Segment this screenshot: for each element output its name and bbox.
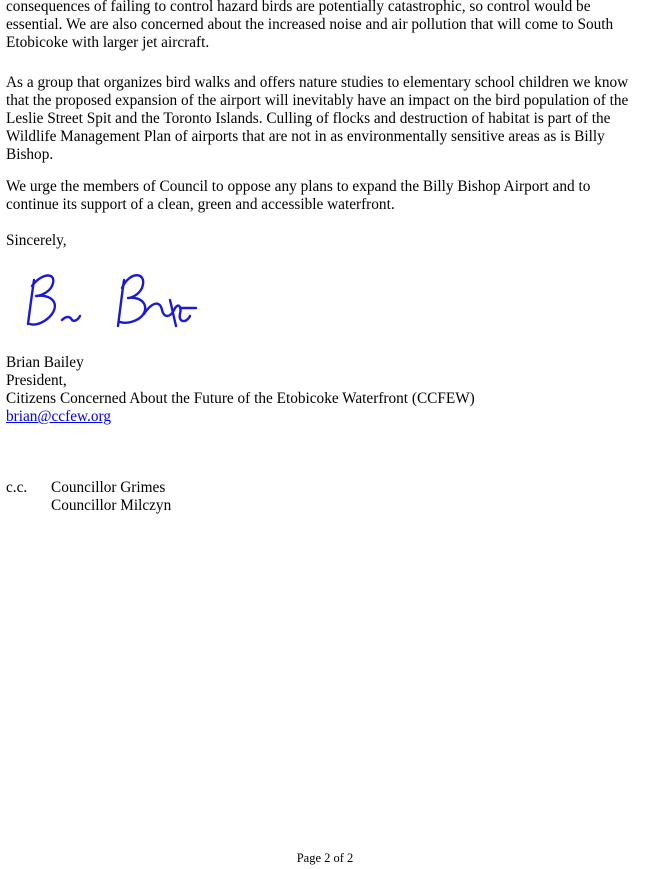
paragraph-line: essential. We are also concerned about the increased noise and air pollution that will come to South — [6, 16, 614, 33]
paragraph-line: that the proposed expansion of the airport will inevitably have an impact on the bird population of the — [6, 92, 629, 109]
handwritten-signature — [20, 266, 210, 338]
paragraph-line: Bishop. — [6, 146, 54, 163]
paragraph-line: We urge the members of Council to oppose any plans to expand the Billy Bishop Airport and to — [6, 178, 591, 195]
closing-salutation — [6, 232, 646, 250]
paragraph-line: As a group that organizes bird walks and offers nature studies to elementary school children we know — [6, 74, 629, 91]
signer-name: Brian Bailey — [6, 354, 84, 371]
paragraph-line: continue its support of a clean, green and accessible waterfront. — [6, 196, 395, 213]
signer-title: President, — [6, 372, 67, 389]
paragraph-line: Wildlife Management Plan of airports that are not in as environmentally sensitive areas as is Billy — [6, 128, 605, 145]
closing-text: Sincerely, — [6, 232, 67, 249]
paragraph-line: Leslie Street Spit and the Toronto Islands. Culling of flocks and destruction of habitat is part of the — [6, 110, 611, 127]
signer-organization: Citizens Concerned About the Future of the Etobicoke Waterfront (CCFEW) — [6, 390, 475, 407]
email-link[interactable]: brian@ccfew.org — [6, 408, 111, 425]
page-number: Page 2 of 2 — [296, 851, 354, 865]
paragraph-air-pollution — [6, 0, 646, 52]
signature-drawing — [20, 266, 210, 338]
paragraph-line: Etobicoke with larger jet aircraft. — [6, 34, 210, 51]
signature-block — [6, 354, 646, 426]
paragraph-line: consequences of failing to control hazard birds are potentially catastrophic, so control would be — [6, 0, 591, 15]
paragraph-urge-council — [6, 178, 646, 214]
cc-recipient: Councillor Milczyn — [51, 497, 172, 514]
paragraph-bird-population — [6, 74, 646, 164]
cc-recipient-list — [51, 479, 171, 515]
cc-label: c.c. — [6, 479, 28, 496]
cc-recipient: Councillor Grimes — [51, 479, 166, 496]
